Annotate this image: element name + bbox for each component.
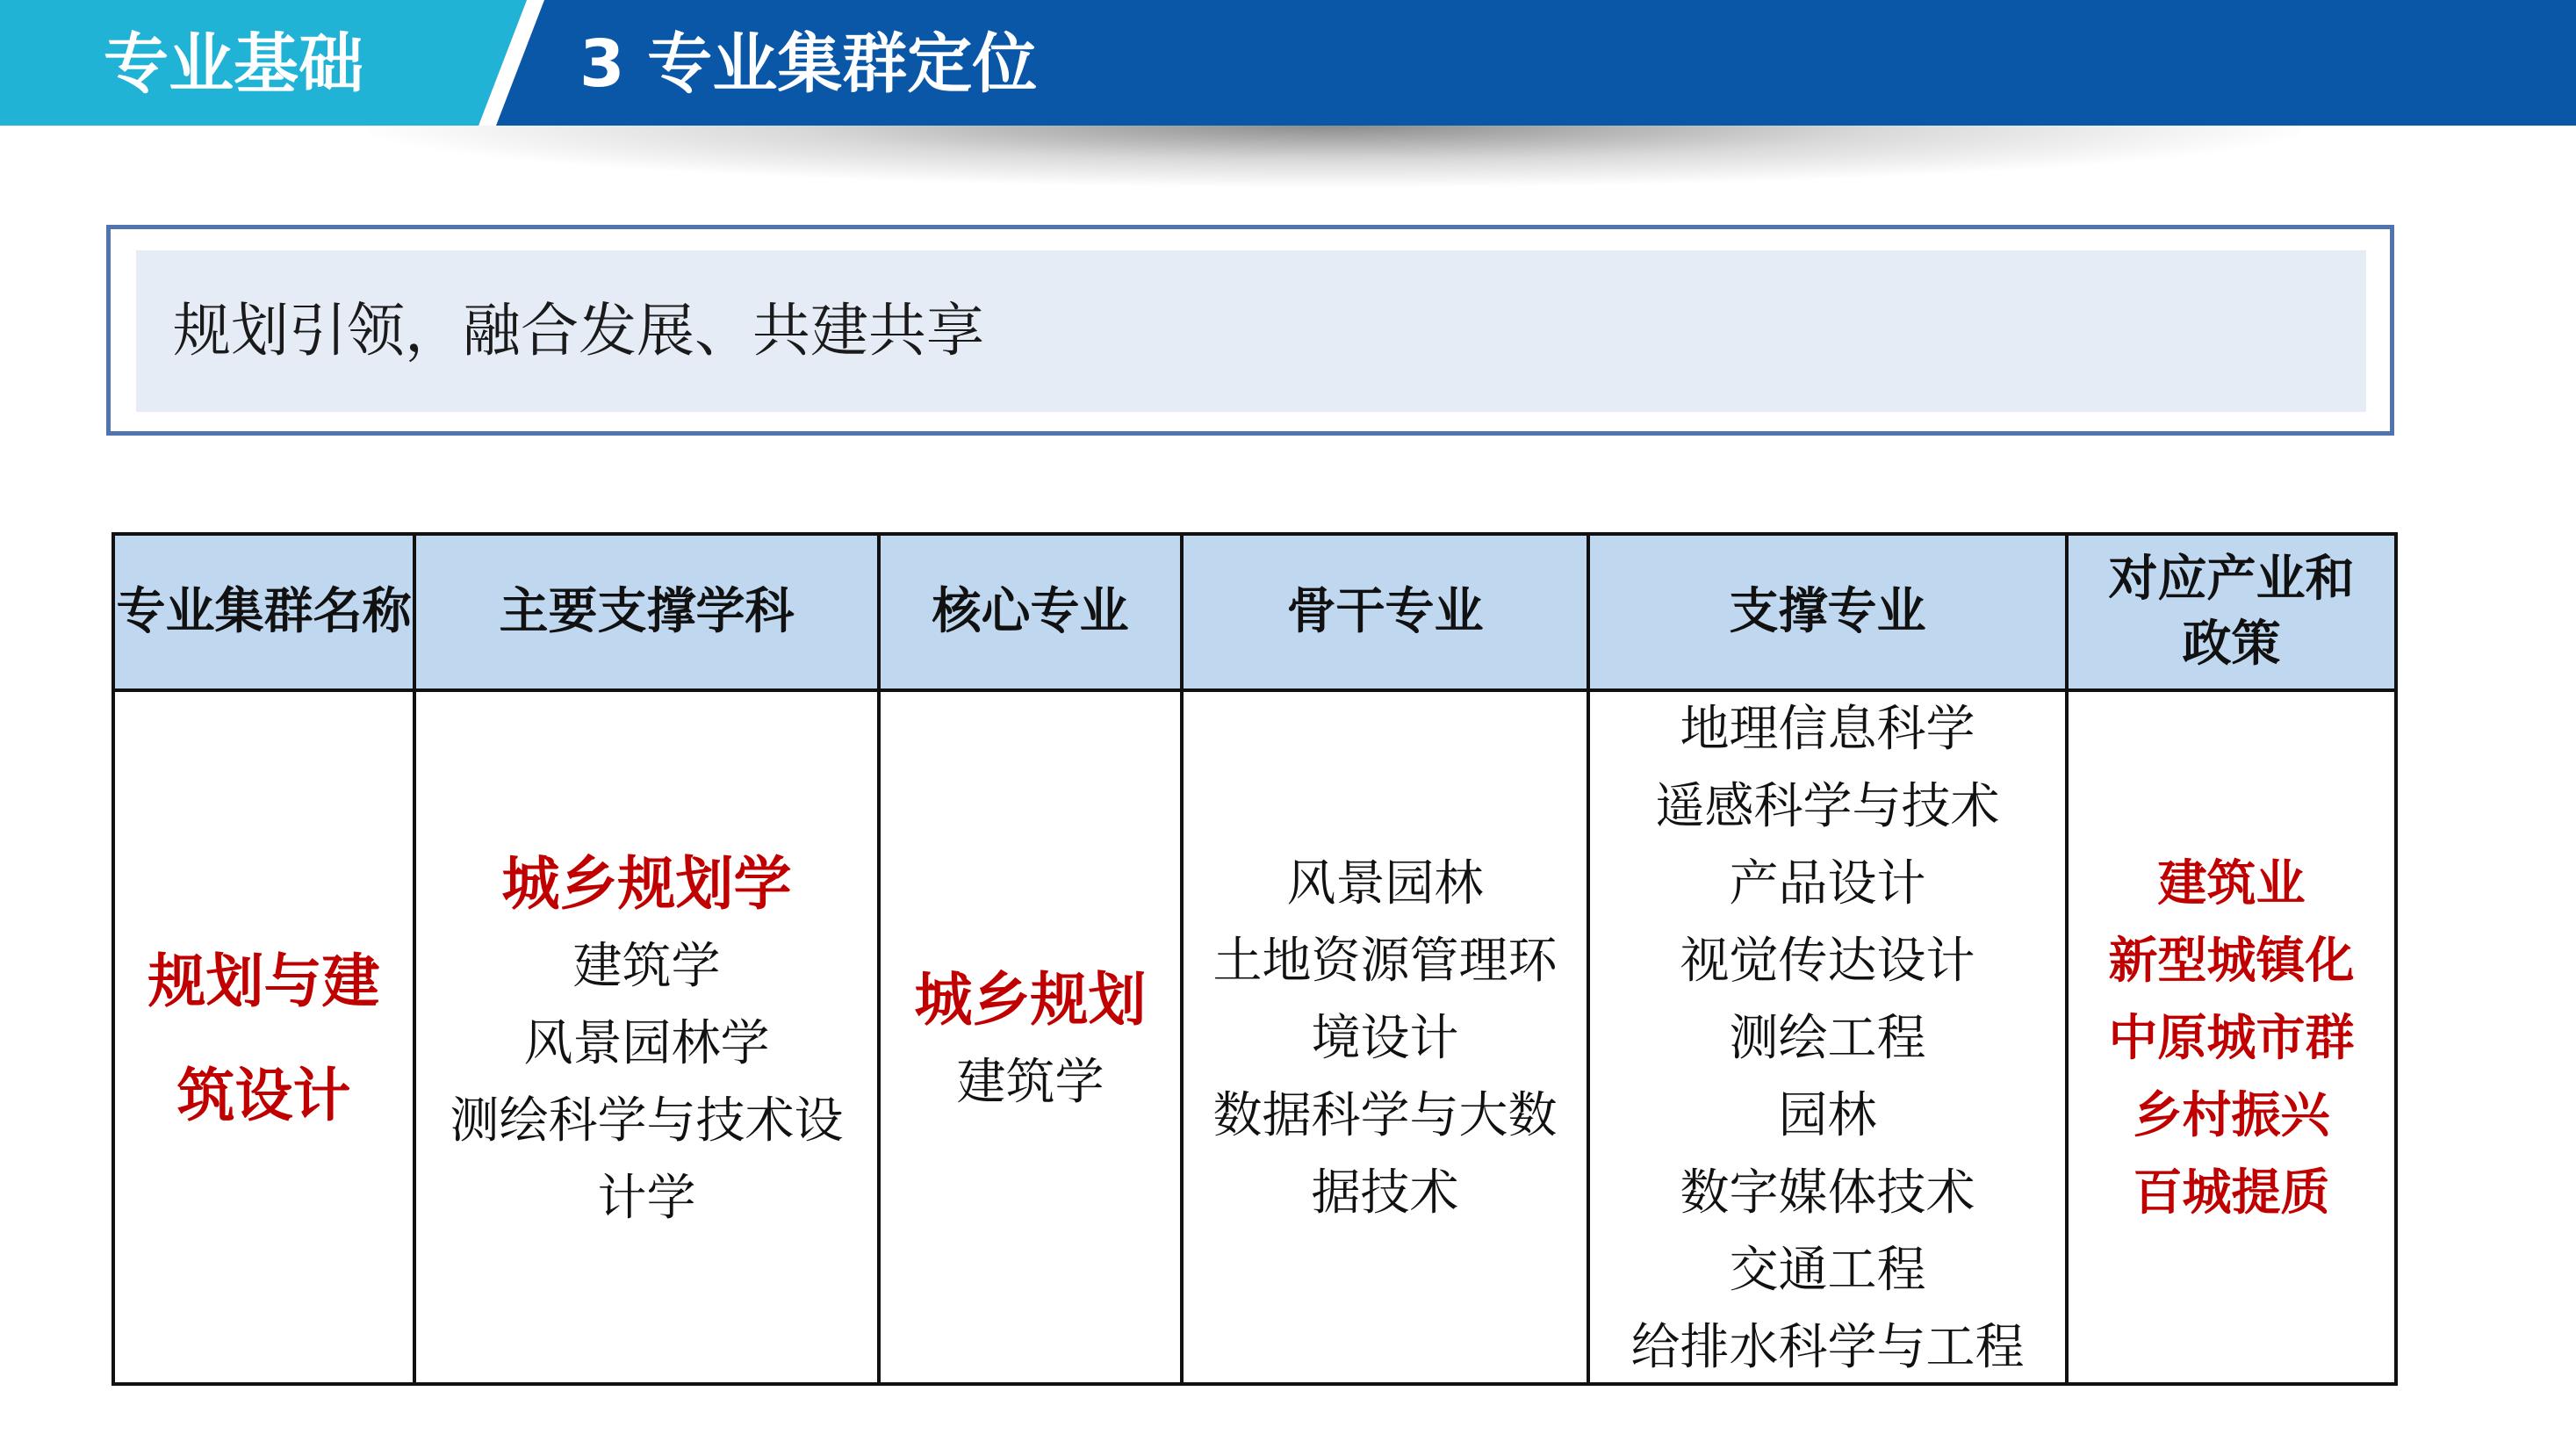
cluster-name: 规划与建筑设计 <box>148 948 380 1129</box>
main-discipline-item: 测绘科学与技术设计学 <box>450 1092 844 1227</box>
slogan-box <box>106 225 2394 436</box>
core-major-item: 建筑学 <box>956 1054 1105 1111</box>
core-major-highlight: 城乡规划 <box>914 966 1147 1034</box>
col-cluster-name <box>115 536 413 1382</box>
slogan-text: 规划引领，融合发展、共建共享 <box>173 297 984 364</box>
header-industries-policies: 对应产业和政策 <box>2069 536 2394 692</box>
cell-backbone-majors <box>1184 696 1587 1382</box>
policy-item: 乡村振兴 <box>2133 1087 2330 1144</box>
supporting-major-item: 产品设计 <box>1729 855 1926 912</box>
slogan-panel <box>136 250 2366 412</box>
cell-supporting-majors <box>1590 696 2065 1382</box>
cell-industries-policies <box>2069 696 2394 1382</box>
supporting-major-item: 视觉传达设计 <box>1680 933 1975 990</box>
cell-main-disciplines <box>416 696 877 1382</box>
policy-item: 新型城镇化 <box>2108 933 2355 990</box>
header-background <box>0 0 2576 126</box>
supporting-major-item: 园林 <box>1778 1087 1877 1144</box>
policy-item: 中原城市群 <box>2108 1010 2355 1067</box>
header-core-majors: 核心专业 <box>881 536 1180 692</box>
col-core-majors <box>881 536 1180 1382</box>
header-cluster-name: 专业集群名称 <box>115 536 413 692</box>
backbone-major-item: 风景园林 <box>1286 855 1484 912</box>
supporting-major-item: 给排水科学与工程 <box>1630 1319 2025 1376</box>
col-backbone-majors <box>1184 536 1587 1382</box>
header-main-disciplines: 主要支撑学科 <box>416 536 877 692</box>
cell-cluster-name <box>115 696 413 1382</box>
supporting-major-item: 地理信息科学 <box>1680 701 1975 758</box>
supporting-major-item: 遥感科学与技术 <box>1655 778 2000 835</box>
cell-core-majors <box>881 696 1180 1382</box>
main-discipline-item: 建筑学 <box>572 938 721 995</box>
header-bar <box>0 0 2576 126</box>
policy-item: 建筑业 <box>2157 855 2306 912</box>
supporting-major-item: 测绘工程 <box>1729 1010 1926 1067</box>
cluster-table <box>112 532 2398 1386</box>
header-supporting-majors: 支撑专业 <box>1590 536 2065 692</box>
header-backbone-majors: 骨干专业 <box>1184 536 1587 692</box>
section-tag: 专业基础 <box>104 26 363 102</box>
supporting-major-item: 数字媒体技术 <box>1680 1164 1975 1222</box>
main-discipline-highlight: 城乡规划学 <box>501 850 792 918</box>
backbone-major-item: 土地资源管理环境设计 <box>1212 933 1558 1067</box>
header-shadow <box>369 126 2300 187</box>
main-discipline-item: 风景园林学 <box>523 1015 770 1072</box>
col-main-disciplines <box>416 536 877 1382</box>
col-supporting-majors <box>1590 536 2065 1382</box>
col-industries-policies <box>2069 536 2394 1382</box>
supporting-major-item: 交通工程 <box>1729 1242 1926 1299</box>
page-title: 3 专业集群定位 <box>579 26 1038 102</box>
backbone-major-item: 数据科学与大数据技术 <box>1212 1087 1558 1222</box>
policy-item: 百城提质 <box>2133 1164 2330 1222</box>
